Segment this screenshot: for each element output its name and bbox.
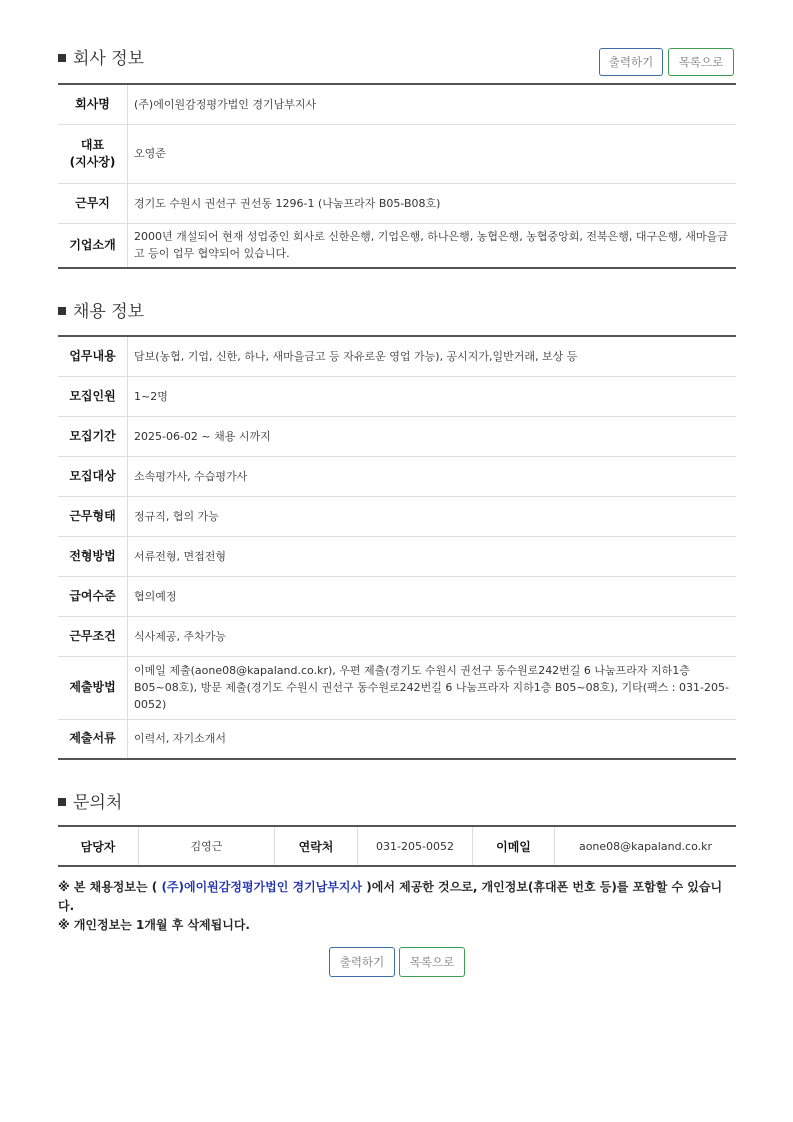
table-row [58,656,736,719]
table-row [58,84,736,124]
row-label: 근무형태 [58,496,128,536]
table-row [58,536,736,576]
print-button-bottom[interactable]: 출력하기 [329,947,395,977]
row-label: 제출서류 [58,719,128,759]
table-row [58,576,736,616]
person-label: 담당자 [58,826,139,866]
row-label: 모집대상 [58,456,128,496]
company-section-header [58,48,736,78]
row-label: 근무조건 [58,616,128,656]
job-section-title: 채용 정보 [58,301,144,323]
row-value: 정규직, 협의 가능 [128,496,737,536]
table-row [58,124,736,183]
row-label: 모집인원 [58,376,128,416]
table-row [58,496,736,536]
contact-table [58,825,736,867]
row-label: 대표 (지사장) [58,124,128,183]
row-value: (주)에이원감정평가법인 경기남부지사 [128,84,737,124]
row-label: 제출방법 [58,656,128,719]
table-row [58,616,736,656]
row-value: 2025-06-02 ~ 채용 시까지 [128,416,737,456]
row-value: 식사제공, 주차가능 [128,616,737,656]
table-row [58,826,736,866]
job-info-table [58,335,736,760]
row-value: 이메일 제출(aone08@kapaland.co.kr), 우편 제출(경기도 수원시 권선구 동수원로242번길 6 나눔프라자 지하1층 B05~08호), 방문 제출(경기도 수원시 권선구 동수원로242번길 6 나눔프라자 지하1층 B05~08호), 기타(팩스 : 031-205-0052) [128,656,737,719]
row-value: 경기도 수원시 권선구 권선동 1296-1 (나눔프라자 B05-B08호) [128,183,737,223]
square-bullet-icon [58,54,66,62]
row-value: 2000년 개설되어 현재 성업중인 회사로 신한은행, 기업은행, 하나은행, 농협은행, 농협중앙회, 전북은행, 대구은행, 새마을금고 등이 업무 협약되어 있습니다. [134,230,728,261]
notice-line-2: ※ 개인정보는 1개월 후 삭제됩니다. [58,918,250,932]
row-label: 전형방법 [58,536,128,576]
table-row [58,183,736,223]
company-section-title: 회사 정보 [58,48,144,70]
row-value: 협의예정 [128,576,737,616]
row-label: 급여수준 [58,576,128,616]
company-info-table [58,83,736,269]
table-row [58,456,736,496]
row-value: 소속평가사, 수습평가사 [128,456,737,496]
notice-line-1: ※ 본 채용정보는 ( (주)에이원감정평가법인 경기남부지사 )에서 제공한 것으로, 개인정보(휴대폰 번호 등)를 포함할 수 있습니다. [58,880,723,913]
row-value: 서류전형, 면접전형 [128,536,737,576]
row-label: 회사명 [58,84,128,124]
row-label: 기업소개 [58,223,128,268]
table-row [58,223,736,268]
email-value: aone08@kapaland.co.kr [578,839,713,853]
contact-section-header [58,792,736,822]
row-value: 이력서, 자기소개서 [134,732,227,746]
privacy-notice [58,878,736,935]
row-label: 근무지 [58,183,128,223]
row-value: 1~2명 [128,376,737,416]
row-label: 모집기간 [58,416,128,456]
notice-company-name: (주)에이원감정평가법인 경기남부지사 [161,880,363,894]
email-label: 이메일 [473,826,555,866]
row-label: 업무내용 [58,336,128,376]
square-bullet-icon [58,307,66,315]
list-button-bottom[interactable]: 목록으로 [399,947,465,977]
table-row [58,376,736,416]
row-value: 오영준 [128,124,737,183]
print-button-top[interactable]: 출력하기 [599,48,663,76]
phone-value: 031-205-0052 [358,826,473,866]
contact-section-title: 문의처 [58,792,122,814]
list-button-top[interactable]: 목록으로 [668,48,734,76]
person-value: 김영근 [139,826,275,866]
table-row [58,416,736,456]
phone-label: 연락처 [275,826,358,866]
row-value: 담보(농협, 기업, 신한, 하나, 새마을금고 등 자유로운 영업 가능), 공시지가,일반거래, 보상 등 [128,336,737,376]
table-row [58,719,736,759]
square-bullet-icon [58,798,66,806]
job-section-header [58,301,736,331]
table-row [58,336,736,376]
